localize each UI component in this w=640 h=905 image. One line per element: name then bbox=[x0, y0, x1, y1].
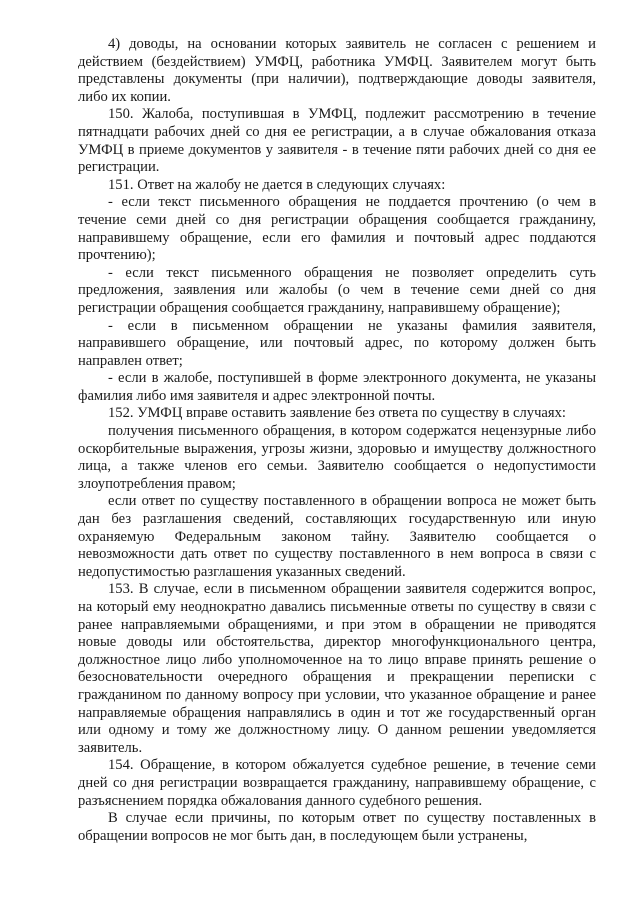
paragraph-151: 151. Ответ на жалобу не дается в следующих случаях: bbox=[108, 176, 446, 193]
paragraph-item-4: 4) доводы, на основании которых заявитель не согласен с решением и действием (бездействием) УМФЦ, работника УМФЦ. Заявителем могут быть представлены документы (при наличии), подтверждающие доводы заявителя, либо их копии. bbox=[78, 36, 596, 105]
list-item-electronic-no-name: - если в жалобе, поступившей в форме электронного документа, не указаны фамилия либо имя заявителя и адрес электронной почты. bbox=[78, 370, 596, 404]
list-item-no-name-address: - если в письменном обращении не указаны фамилия заявителя, направившего обращение, или почтовый адрес, по которому должен быть направлен ответ; bbox=[78, 317, 596, 369]
paragraph-152: 152. УМФЦ вправе оставить заявление без ответа по существу в случаях: bbox=[108, 405, 566, 422]
list-item-undefined-essence: - если текст письменного обращения не позволяет определить суть предложения, заявления или жалобы (о чем в течение семи дней со дня регистрации обращения сообщается гражданину, направившему обращение); bbox=[78, 264, 596, 316]
paragraph-154: 154. Обращение, в котором обжалуется судебное решение, в течение семи дней со дня регистрации возвращается гражданину, направившему обращение, с разъяснением порядка обжалования данного судебного решения. bbox=[78, 757, 596, 809]
paragraph-continuation: В случае если причины, по которым ответ по существу поставленных в обращении вопросов не мог быть дан, в последующем были устранены, bbox=[78, 810, 596, 844]
paragraph-153: 153. В случае, если в письменном обращении заявителя содержится вопрос, на который ему неоднократно давались письменные ответы по существу в связи с ранее направляемыми обращениями, и при этом в обращении не приводятся новые доводы или обстоятельства, директор многофункционального центра, должностное лицо либо уполномоченное на то лицо вправе принять решение о безосновательности очередного обращения и прекращении переписки с гражданином по данному вопросу при условии, что указанное обращение и ранее направляемые обращения направлялись в один и тот же государственный орган или одному и тому же должностному лицу. О данном решении уведомляется заявитель. bbox=[78, 581, 596, 756]
list-item-secret: если ответ по существу поставленного в обращении вопроса не может быть дан без разглашения сведений, составляющих государственную или иную охраняемую Федеральным законом тайну. Заявителю сообщается о невозможности дать ответ по существу поставленного в нем вопроса в связи с недопустимостью разглашения указанных сведений. bbox=[78, 493, 596, 580]
paragraph-150: 150. Жалоба, поступившая в УМФЦ, подлежит рассмотрению в течение пятнадцати рабочих дней со дня ее регистрации, а в случае обжалования отказа УМФЦ в приеме документов у заявителя - в течение пяти рабочих дней со дня ее регистрации. bbox=[78, 106, 596, 176]
list-item-obscene: получения письменного обращения, в котором содержатся нецензурные либо оскорбительные выражения, угрозы жизни, здоровью и имуществу должностного лица, а также членов его семьи. Заявителю сообщается о недопустимости злоупотребления правом; bbox=[78, 423, 596, 492]
list-item-unreadable: - если текст письменного обращения не поддается прочтению (о чем в течение семи дней со дня регистрации обращения сообщается гражданину, направившему обращение, если его фамилия и почтовый адрес поддаются прочтению); bbox=[78, 194, 596, 264]
